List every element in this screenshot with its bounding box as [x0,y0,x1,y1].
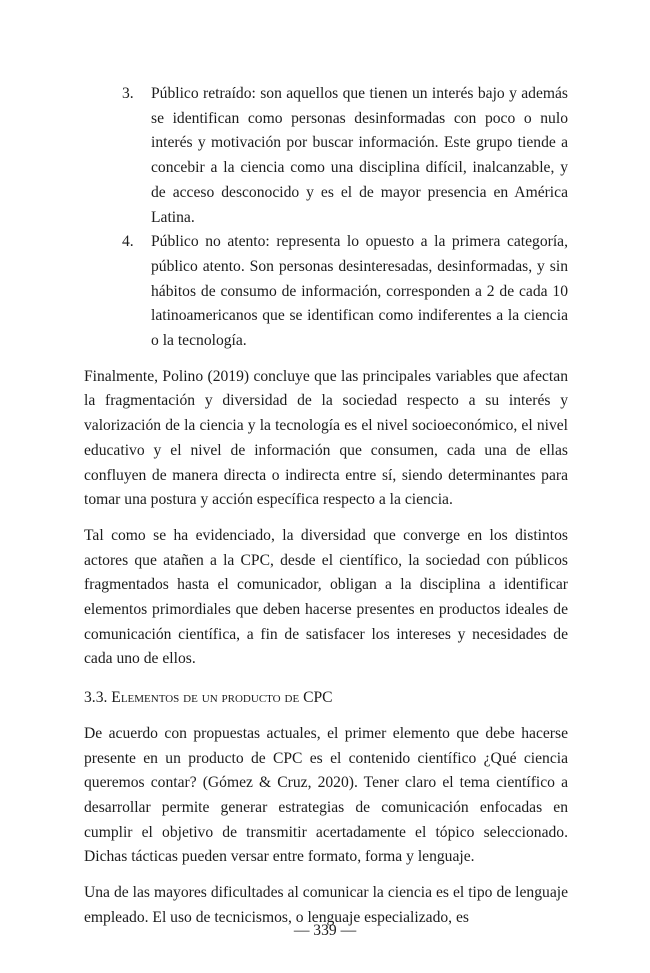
section-acronym: CPC [303,689,333,707]
list-item-text: Público no atento: representa lo opuesto a la primera categoría, público atento. Son personas desinteresadas, desinformadas, y sin hábitos de consumo de información, corresponden a 2 de cada 10 latinoamericanos que se identifican como indiferentes a la ciencia o la tecnología. [151,233,568,350]
section-heading [84,686,568,711]
page-number: — 339 — [293,922,357,939]
list-item [84,230,568,354]
list-item-number: 3. [122,85,134,102]
page-body [84,82,568,942]
paragraph: Finalmente, Polino (2019) concluye que las principales variables que afectan la fragmentación y diversidad de la sociedad respecto a su interés y valorización de la ciencia y la tecnología es el nivel socioeconómico, el nivel educativo y el nivel de información que consumen, cada una de ellas confluyen de manera directa o indirecta entre sí, siendo determinantes para tomar una postura y acción específica respecto a la ciencia. [84,367,568,509]
list-item [84,82,568,230]
paragraph: De acuerdo con propuestas actuales, el primer elemento que debe hacerse presente en un producto de CPC es el contenido científico ¿Qué ciencia queremos contar? (Gómez & Cruz, 2020). Tener claro el tema científico a desarrollar permite generar estrategias de comunicación enfocadas en cumplir el objetivo de transmitir acertadamente el tópico seleccionado. Dichas tácticas pueden versar entre formato, forma y lenguaje. [84,724,568,866]
list-item-text: Público retraído: son aquellos que tienen un interés bajo y además se identifican como personas desinformadas con poco o nulo interés y motivación por buscar información. Este grupo tiende a concebir a la ciencia como una disciplina difícil, inalcanzable, y de acceso desconocido y es el de mayor presencia en América Latina. [151,85,568,226]
section-number: 3.3. [84,689,108,707]
paragraph: Una de las mayores dificultades al comunicar la ciencia es el tipo de lenguaje empleado. El uso de tecnicismos, o lenguaje especializado, es [84,884,568,926]
list-item-number: 4. [122,233,134,251]
paragraph: Tal como se ha evidenciado, la diversidad que converge en los distintos actores que atañen a la CPC, desde el científico, la sociedad con públicos fragmentados hasta el comunicador, obligan a la disciplina a identificar elementos primordiales que deben hacerse presentes en productos ideales de comunicación científica, a fin de satisfacer los intereses y necesidades de cada uno de ellos. [84,526,568,668]
section-title: Elementos de un producto de [111,689,300,707]
audience-list [84,82,568,354]
